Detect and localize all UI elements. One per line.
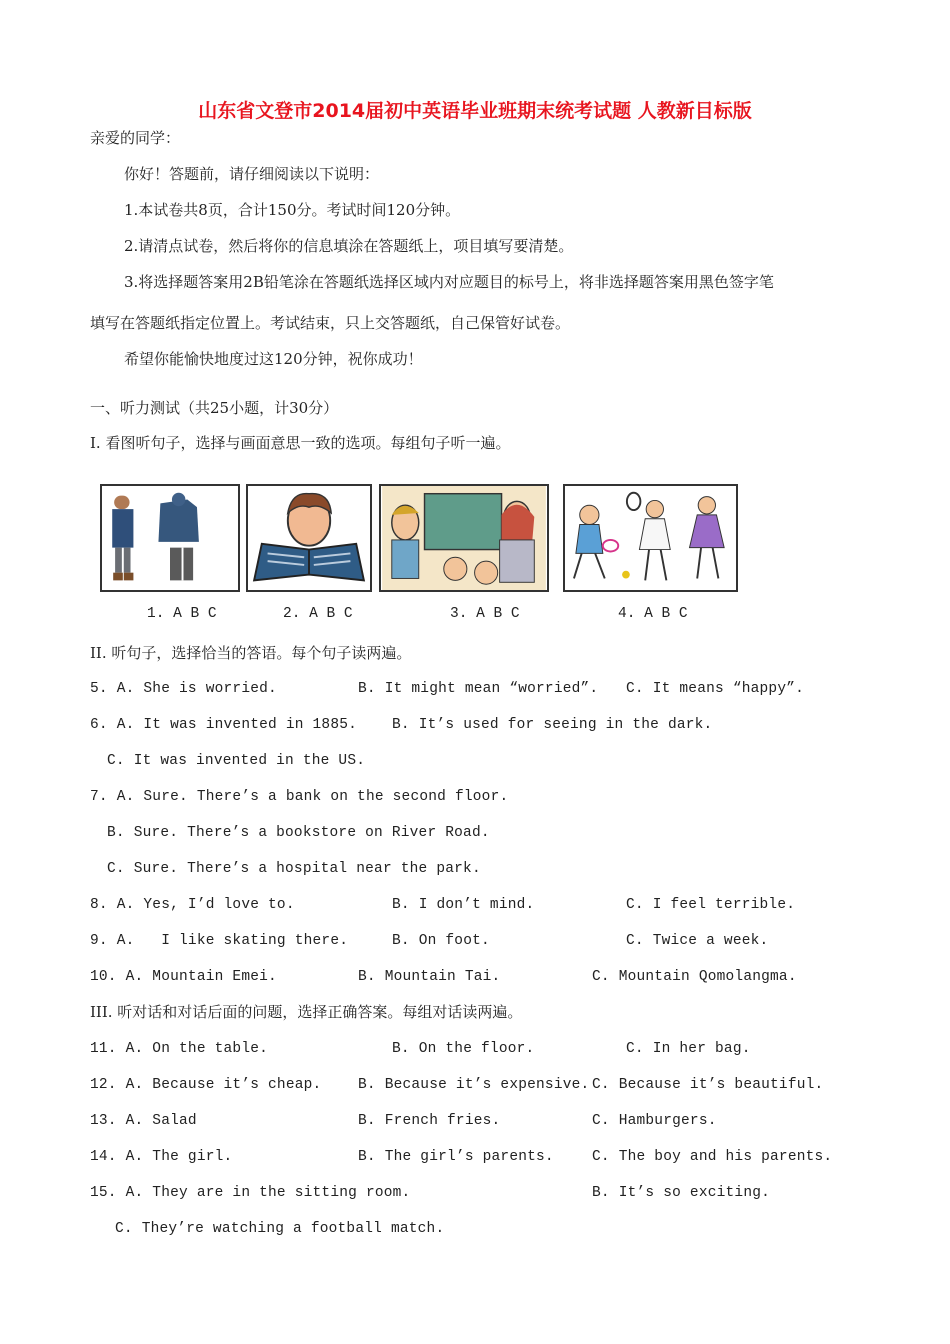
q10-option-a: 10. A. Mountain Emei. — [90, 969, 277, 985]
intro-hello: 你好！答题前，请仔细阅读以下说明： — [124, 165, 380, 183]
q5-option-b: B. It might mean “worried”. — [358, 681, 599, 697]
intro-rule-2: 2.请清点试卷，然后将你的信息填涂在答题纸上，项目填写要清楚。 — [124, 237, 574, 255]
caption-1: 1. A B C — [147, 606, 217, 622]
intro-rule-3b: 填写在答题纸指定位置上。考试结束，只上交答题纸，自己保管好试卷。 — [90, 314, 571, 332]
intro-wish: 希望你能愉快地度过这120分钟，祝你成功！ — [124, 350, 423, 368]
caption-4: 4. A B C — [618, 606, 688, 622]
section-1-heading: 一、听力测试（共25小题，计30分） — [90, 399, 339, 417]
q13-option-a: 13. A. Salad — [90, 1113, 197, 1129]
q11-option-b: B. On the floor. — [392, 1041, 535, 1057]
part-1-heading: I. 看图听句子，选择与画面意思一致的选项。每组句子听一遍。 — [90, 434, 511, 452]
q13-option-c: C. Hamburgers. — [592, 1113, 717, 1129]
intro-rule-1: 1.本试卷共8页，合计150分。考试时间120分钟。 — [124, 201, 461, 219]
q15-option-a: 15. A. They are in the sitting room. — [90, 1185, 411, 1201]
q10-option-c: C. Mountain Qomolangma. — [592, 969, 797, 985]
q12-option-c: C. Because it’s beautiful. — [592, 1077, 824, 1093]
q8-option-b: B. I don’t mind. — [392, 897, 535, 913]
intro-rule-3a: 3.将选择题答案用2B铅笔涂在答题纸选择区域内对应题目的标号上，将非选择题答案用黑色签字笔 — [124, 273, 774, 291]
q6-option-c: C. It was invented in the US. — [107, 753, 366, 769]
q14-option-a: 14. A. The girl. — [90, 1149, 233, 1165]
q12-option-b: B. Because it’s expensive. — [358, 1077, 590, 1093]
q6-option-a: 6. A. It was invented in 1885. — [90, 717, 358, 733]
q14-option-b: B. The girl’s parents. — [358, 1149, 554, 1165]
q9-option-a: 9. A. I like skating there. — [90, 933, 349, 949]
q13-option-b: B. French fries. — [358, 1113, 501, 1129]
classroom-picture — [379, 484, 549, 592]
q8-option-a: 8. A. Yes, I’d love to. — [90, 897, 295, 913]
tennis-picture — [563, 484, 738, 592]
clothes-picture — [100, 484, 240, 592]
greeting: 亲爱的同学： — [90, 129, 181, 147]
q6-option-b: B. It’s used for seeing in the dark. — [392, 717, 713, 733]
q15-option-b: B. It’s so exciting. — [592, 1185, 771, 1201]
q5-option-c: C. It means “happy”. — [626, 681, 805, 697]
q9-option-c: C. Twice a week. — [626, 933, 769, 949]
caption-3: 3. A B C — [450, 606, 520, 622]
q10-option-b: B. Mountain Tai. — [358, 969, 501, 985]
q7-option-b: B. Sure. There’s a bookstore on River Road. — [107, 825, 490, 841]
page-title: 山东省文登市2014届初中英语毕业班期末统考试题 人教新目标版 — [198, 100, 752, 122]
q15-option-c: C. They’re watching a football match. — [115, 1221, 445, 1237]
part-3-heading: III. 听对话和对话后面的问题，选择正确答案。每组对话读两遍。 — [90, 1003, 523, 1021]
q5-option-a: 5. A. She is worried. — [90, 681, 277, 697]
q7-option-a: 7. A. Sure. There’s a bank on the second floor. — [90, 789, 509, 805]
part-2-heading: II. 听句子，选择恰当的答语。每个句子读两遍。 — [90, 644, 412, 662]
q14-option-c: C. The boy and his parents. — [592, 1149, 833, 1165]
boy-reading-picture — [246, 484, 372, 592]
q8-option-c: C. I feel terrible. — [626, 897, 796, 913]
q7-option-c: C. Sure. There’s a hospital near the park. — [107, 861, 481, 877]
caption-2: 2. A B C — [283, 606, 353, 622]
q11-option-a: 11. A. On the table. — [90, 1041, 269, 1057]
q11-option-c: C. In her bag. — [626, 1041, 751, 1057]
q9-option-b: B. On foot. — [392, 933, 490, 949]
q12-option-a: 12. A. Because it’s cheap. — [90, 1077, 322, 1093]
